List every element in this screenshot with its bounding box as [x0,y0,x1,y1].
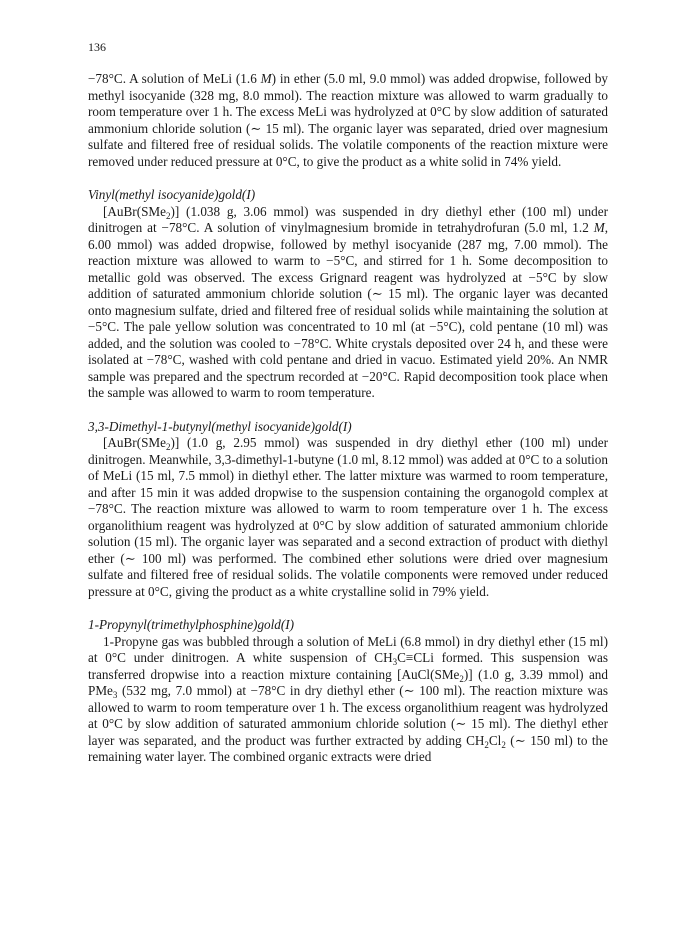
section-heading: 1-Propynyl(trimethylphosphine)gold(I) [88,617,295,632]
text-run: C≡CLi formed. This suspension was transferred dropwise into a reaction mixture containing [AuCl(SMe [88,650,609,682]
text-run: 1-Propyne gas was bubbled through a solution of MeLi (6.8 mmol) in dry diethyl ether (15 ml) at 0°C under dinitrogen. A white suspension of CH [88,633,608,665]
subscript-text: 3 [112,690,118,700]
subscript-text: 2 [484,739,489,750]
italic-text: M [593,220,605,235]
subscript-text: 3 [392,657,398,667]
text-run: −78°C. A solution of MeLi (1.6 [88,71,261,86]
page-number: 136 [88,40,106,54]
text-run: )] (1.038 g, 3.06 mmol) was suspended in dry diethyl ether (100 ml) under dinitrogen at −78°C. A solution of vinylmagnesium bromide in tetrahydrofuran (5.0 ml, 1.2 [88,203,608,235]
subscript-text: 2 [459,673,464,684]
text-run: )] (1.0 g, 3.39 mmol) and PMe [88,666,608,698]
text-run: , 6.00 mmol) was added dropwise, followed by methyl isocyanide (287 mg, 7.00 mmol). The reaction mixture was allowed to warm to −5°C, and stirred for 1 h. Some decomposition to metallic gold was observed. The excess Grignard reagent was hydrolyzed at −5°C by slow addition of saturated ammonium chloride solution (∼ 15 ml). The organic layer was decanted onto magnesium sulfate, dried and filtered free of residual solids while maintaining the solution at −5°C. The pale yellow solution was concentrated to 10 ml (at −5°C), cold pentane (10 ml) was added, and the solution was cooled to −78°C. White crystals deposited over 24 h, and these were isolated at −78°C, washed with cold pentane and dried in vacuo. Estimated yield 20%. An NMR sample was prepared and the spectrum recorded at −20°C. Rapid decomposition took place when the sample was allowed to warm to room temperature. [88,220,608,400]
journal-page [88,40,608,766]
text-run: )] (1.0 g, 2.95 mmol) was suspended in dry diethyl ether (100 ml) under dinitrogen. Meanwhile, 3,3-dimethyl-1-butyne (1.0 ml, 8.12 mmol) was added at 0°C to a solution of MeLi (15 ml, 7.5 mmol) in diethyl ether. The latter mixture was warmed to room temperature, and after 15 min it was added dropwise to the suspension containing the organogold complex at −78°C. The reaction mixture was allowed to warm to room temperature over 1 h. The excess organolithium reagent was hydrolyzed at 0°C by slow addition of saturated ammonium chloride solution (15 ml). The organic layer was separated and a second extraction of product with diethyl ether (∼ 100 ml) was performed. The combined ether solutions were dried over magnesium sulfate and filtered free of residual solids. The volatile components were removed under reduced pressure at 0°C, giving the product as a white crystalline solid in 79% yield. [88,435,608,599]
text-run: ) in ether (5.0 ml, 9.0 mmol) was added dropwise, followed by methyl isocyanide (328 mg, 8.0 mmol). The reaction mixture was allowed to warm gradually to room temperature over 1 h. The excess MeLi was hydrolyzed at 0°C by slow addition of saturated ammonium chloride solution (∼ 15 ml). The organic layer was separated, dried over magnesium sulfate and filtered free of residual solids. The volatile components of the reaction mixture were removed under reduced pressure at 0°C, to give the product as a white solid in 74% yield. [88,71,609,169]
subscript-text: 2 [166,210,171,221]
subscript-text: 2 [501,739,506,750]
intro-paragraph [88,71,608,170]
text-run: (∼ 150 ml) to the remaining water layer. The combined organic extracts were dried [88,732,608,764]
text-run: [AuBr(SMe [103,203,167,219]
text-run: Cl [488,732,502,748]
text-run: [AuBr(SMe [103,435,167,450]
subscript-text: 2 [166,442,171,452]
section-heading: 3,3-Dimethyl-1-butynyl(methyl isocyanide)gold(I) [88,418,352,434]
section-heading: Vinyl(methyl isocyanide)gold(I) [88,187,256,202]
section-propynyl-trimethylphosphine-gold [88,617,608,766]
section-body [88,204,608,402]
section-body [88,435,608,600]
section-body [88,634,608,766]
italic-text: M [260,71,272,86]
section-vinyl-methyl-isocyanide-gold [88,187,608,402]
section-dimethylbutynyl-methyl-isocyanide-gold [88,419,608,601]
text-run: (532 mg, 7.0 mmol) at −78°C in dry diethyl ether (∼ 100 ml). The reaction mixture was allowed to warm to room temperature over 1 h. The excess organolithium reagent was hydrolyzed at 0°C by slow addition of saturated ammonium chloride solution (∼ 15 ml). The diethyl ether layer was separated, and the product was further extracted by adding CH [88,683,608,748]
